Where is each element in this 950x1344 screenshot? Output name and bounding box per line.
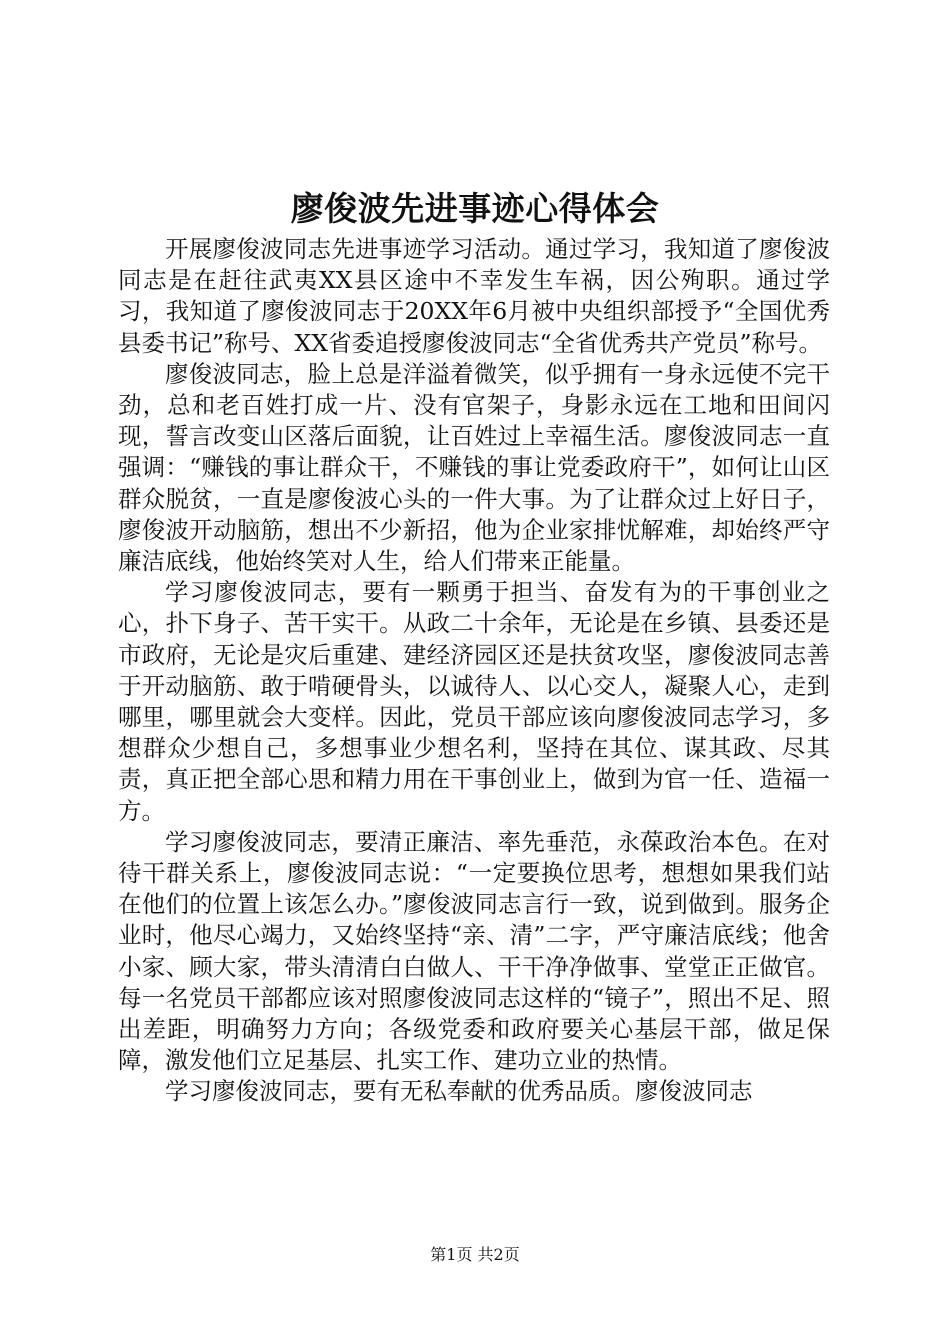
page-number-footer: 第1页 共2页 — [430, 1245, 520, 1264]
paragraph: 学习廖俊波同志，要有无私奉献的优秀品质。廖俊波同志 — [165, 1077, 753, 1106]
paragraph: 学习廖俊波同志，要清正廉洁、率先垂范，永葆政治本色。在对待干群关系上，廖俊波同志说：“一定要换位思考，想想如果我们站在他们的位置上该怎么办。”廖俊波同志言行一致，说到做到。服务企业时，他尽心竭力，又始终坚持“亲、清”二字，严守廉洁底线；他舍小家、顾大家，带头清清白白做人、干干净净做事、堂堂正正做官。每一名党员干部都应该对照廖俊波同志这样的“镜子”，照出不足、照出差距，明确努力方向；各级党委和政府要关心基层干部，做足保障，激发他们立足基层、扎实工作、建功立业的热情。 — [118, 827, 830, 1075]
paragraph: 廖俊波同志，脸上总是洋溢着微笑，似乎拥有一身永远使不完干劲，总和老百姓打成一片、没有官架子，身影永远在工地和田间闪现，誓言改变山区落后面貌，让百姓过上幸福生活。廖俊波同志一直强调：“赚钱的事让群众干，不赚钱的事让党委政府干”，如何让山区群众脱贫，一直是廖俊波心头的一件大事。为了让群众过上好日子，廖俊波开动脑筋，想出不少新招，他为企业家排忧解难，却始终严守廉洁底线，他始终笑对人生，给人们带来正能量。 — [118, 359, 830, 576]
document-body — [118, 234, 830, 1108]
paragraph: 开展廖俊波同志先进事迹学习活动。通过学习，我知道了廖俊波同志是在赶往武夷XX县区途中不幸发生车祸，因公殉职。通过学习，我知道了廖俊波同志于20XX年6月被中央组织部授予“全国优秀县委书记”称号、XX省委追授廖俊波同志“全省优秀共产党员”称号。 — [118, 235, 830, 357]
paragraph: 学习廖俊波同志，要有一颗勇于担当、奋发有为的干事创业之心，扑下身子、苦干实干。从政二十余年，无论是在乡镇、县委还是市政府，无论是灾后重建、建经济园区还是扶贫攻坚，廖俊波同志善于开动脑筋、敢于啃硬骨头，以诚待人、以心交人，凝聚人心，走到哪里，哪里就会大变样。因此，党员干部应该向廖俊波同志学习，多想群众少想自己，多想事业少想名利，坚持在其位、谋其政、尽其责，真正把全部心思和精力用在干事创业上，做到为官一任、造福一方。 — [118, 578, 830, 825]
page-title: 廖俊波先进事迹心得体会 — [290, 189, 660, 228]
